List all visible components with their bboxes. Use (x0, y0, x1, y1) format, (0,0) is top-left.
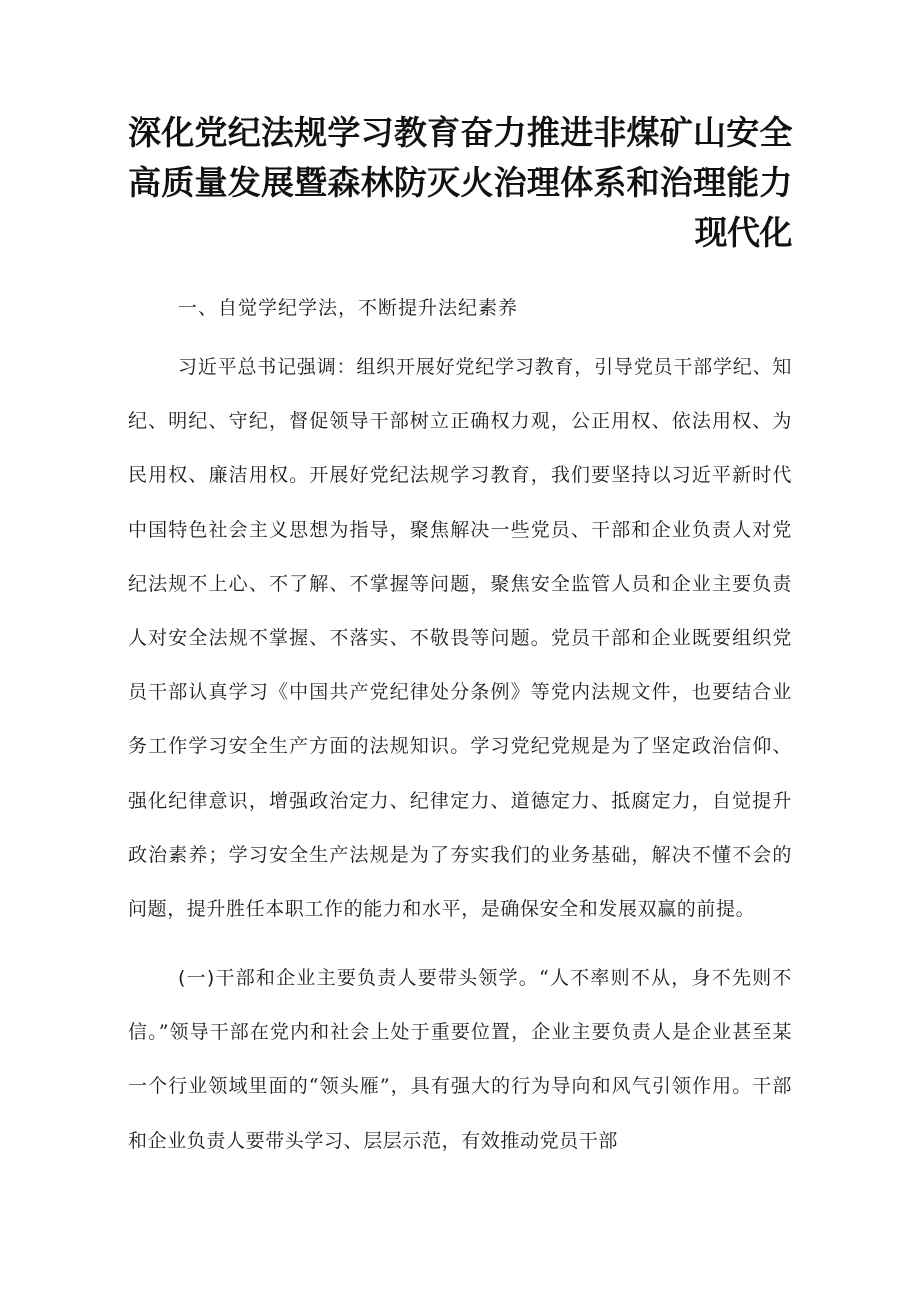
body-paragraph: 习近平总书记强调：组织开展好党纪学习教育，引导党员干部学纪、知纪、明纪、守纪，督促领导干部树立正确权力观，公正用权、依法用权、为民用权、廉洁用权。开展好党纪法规学习教育，我们要坚持以习近平新时代中国特色社会主义思想为指导，聚焦解决一些党员、干部和企业负责人对党纪法规不上心、不了解、不掌握等问题，聚焦安全监管人员和企业主要负责人对安全法规不掌握、不落实、不敬畏等问题。党员干部和企业既要组织党员干部认真学习《中国共产党纪律处分条例》等党内法规文件，也要结合业务工作学习安全生产方面的法规知识。学习党纪党规是为了坚定政治信仰、强化纪律意识，增强政治定力、纪律定力、道德定力、抵腐定力，自觉提升政治素养；学习安全生产法规是为了夯实我们的业务基础，解决不懂不会的问题，提升胜任本职工作的能力和水平，是确保安全和发展双赢的前提。 (128, 356, 792, 921)
document-title: 深化党纪法规学习教育奋力推进非煤矿山安全高质量发展暨森林防灭火治理体系和治理能力现代化 (128, 113, 792, 252)
subsection-paragraph (128, 951, 792, 1168)
section-heading: 一、自觉学纪学法，不断提升法纪素养 (178, 297, 519, 319)
subsection-text: “人不率则不从，身不先则不信。”领导干部在党内和社会上处于重要位置，企业主要负责人是企业甚至某一个行业领域里面的“领头雁”，具有强大的行为导向和风气引领作用。干部和企业负责人要带头学习、层层示范，有效推动党员干部 (128, 967, 792, 1152)
subsection-heading: (一)干部和企业主要负责人要带头领学。 (178, 967, 540, 989)
